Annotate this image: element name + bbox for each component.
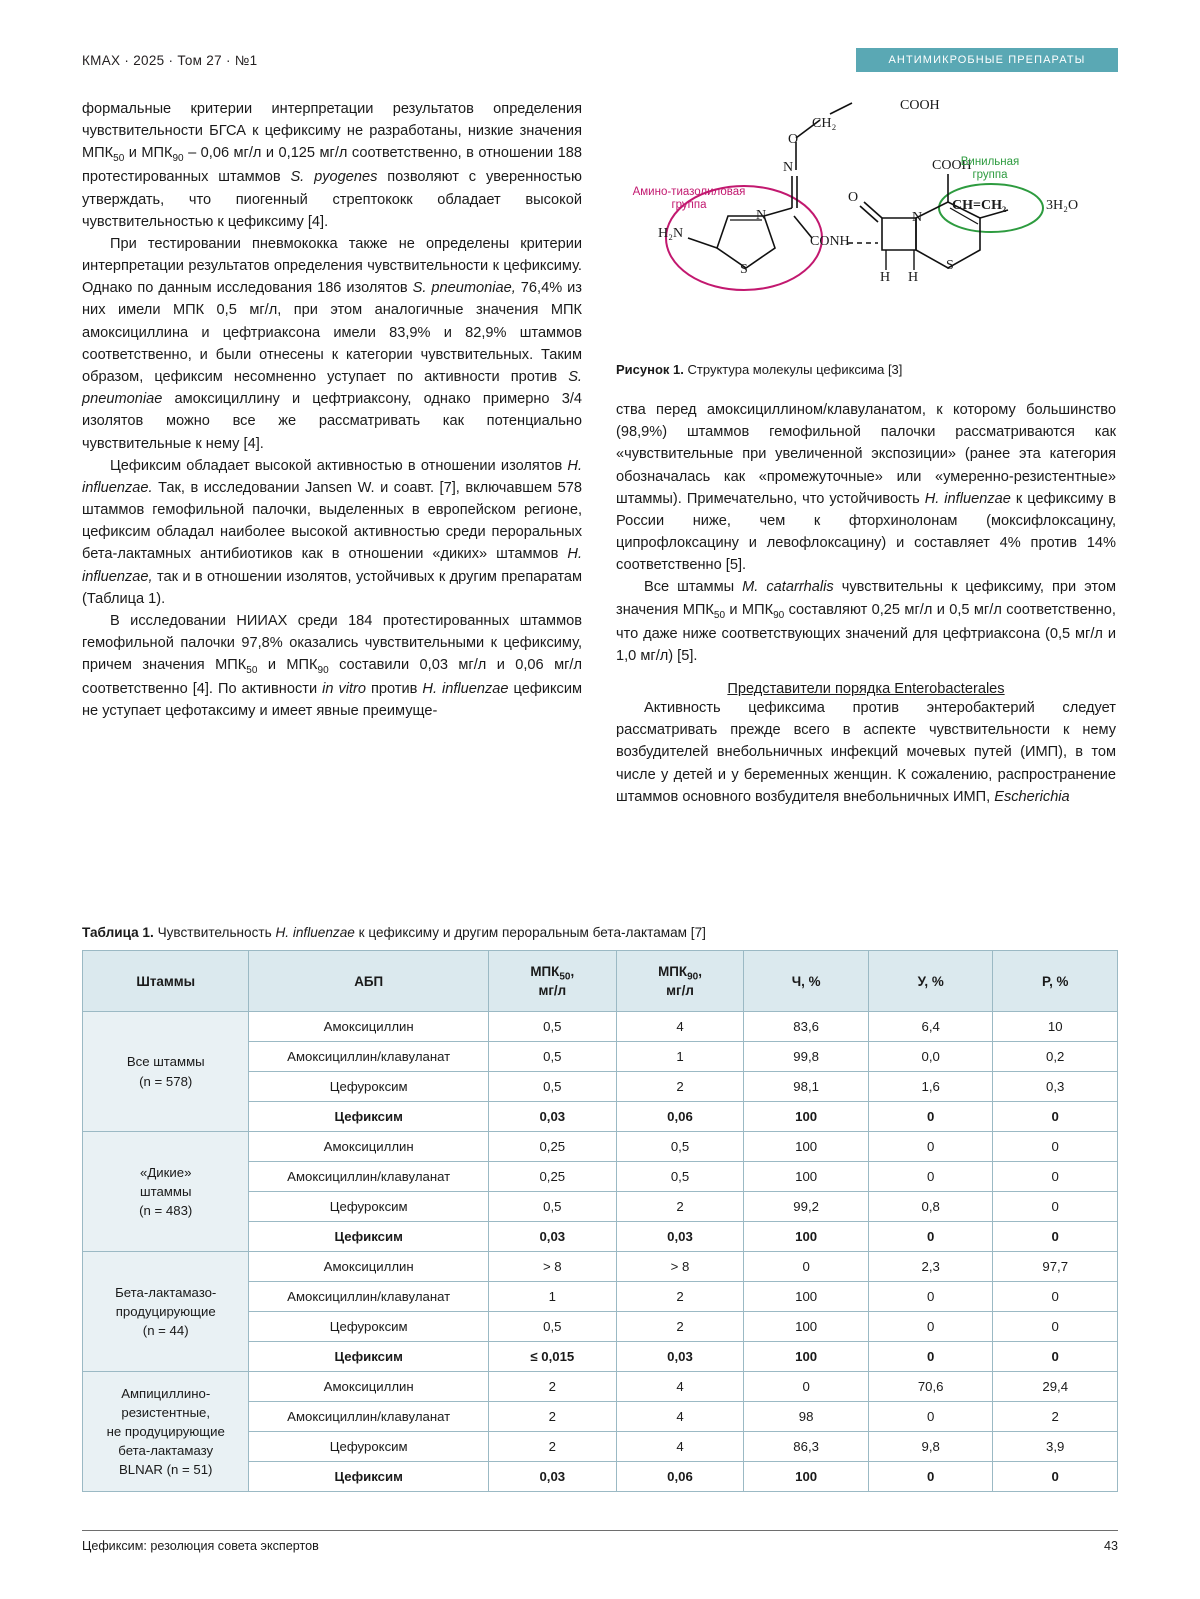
cell-abp: Цефуроксим	[249, 1312, 489, 1342]
cell-mic50: 2	[488, 1402, 616, 1432]
cell-r: 0	[993, 1462, 1118, 1492]
cell-ch: 100	[744, 1342, 869, 1372]
left-column	[82, 98, 582, 808]
cell-mic50: 0,5	[488, 1042, 616, 1072]
cell-mic50: ≤ 0,015	[488, 1342, 616, 1372]
th-strains: Штаммы	[83, 951, 249, 1012]
label-h-right: H	[908, 270, 919, 285]
table-title-label: Таблица 1.	[82, 925, 154, 940]
cell-u: 0	[868, 1222, 993, 1252]
cell-u: 0,8	[868, 1192, 993, 1222]
table-body	[83, 1012, 1118, 1492]
paragraph-influenzae: Цефиксим обладает высокой активностью в отношении изолятов H. influenzae. Так, в исследовании Jansen W. и соавт. [7], включавшем 578 штаммов гемофильной палочки, выделенных в европейском регионе, цефиксим обладал наиболее высокой активностью среди пероральных бета-лактамных антибиотиков как в отношении «диких» штаммов H. influenzae, так и в отношении изолятов, устойчивых к другим препаратам (Таблица 1).	[82, 457, 582, 607]
cell-mic50: 0,5	[488, 1072, 616, 1102]
cell-r: 0	[993, 1162, 1118, 1192]
label-n-oxime: N	[783, 160, 794, 175]
cell-mic90: 0,5	[616, 1162, 744, 1192]
cell-mic90: 4	[616, 1012, 744, 1042]
table-1-block	[82, 925, 1118, 1492]
cell-ch: 100	[744, 1102, 869, 1132]
label-h-left: H	[880, 270, 891, 285]
paragraph-niiah: В исследовании НИИАХ среди 184 протестированных штаммов гемофильной палочки 97,8% оказались чувствительными к цефиксиму, причем значения $МПК_{50}$ и $МПК_{90}$ составили 0,03 мг/л и 0,06 мг/л соответственно [4]. По активности in vitro против H. influenzae цефиксим не уступает цефотаксиму и имеет явные преимуще-	[82, 612, 583, 720]
annotation-vinyl: Винильная группа	[960, 156, 1020, 182]
right-column	[616, 98, 1116, 808]
cell-mic50: 0,25	[488, 1162, 616, 1192]
cell-mic50: 2	[488, 1372, 616, 1402]
group-cell-blnar: Ампициллино- резистентные, не продуцирующие бета-лактамазу BLNAR (n = 51)	[83, 1372, 249, 1492]
cell-mic50: 0,03	[488, 1102, 616, 1132]
cell-mic50: 1	[488, 1282, 616, 1312]
cell-mic90: 4	[616, 1402, 744, 1432]
table-row	[83, 1012, 1118, 1042]
cell-u: 0	[868, 1102, 993, 1132]
cell-ch: 99,8	[744, 1042, 869, 1072]
label-h2n: H₂N	[658, 226, 684, 241]
cell-ch: 0	[744, 1252, 869, 1282]
cell-abp: Цефиксим	[249, 1342, 489, 1372]
cell-r: 0,3	[993, 1072, 1118, 1102]
cell-u: 9,8	[868, 1432, 993, 1462]
label-cooh-top: COOH	[900, 98, 940, 113]
cell-r: 0	[993, 1342, 1118, 1372]
label-s-ring: S	[946, 258, 954, 273]
cell-u: 0	[868, 1282, 993, 1312]
journal-issue-line: КМАХ · 2025 · Том 27 · №1	[82, 52, 258, 68]
cell-abp: Цефуроксим	[249, 1192, 489, 1222]
cell-ch: 100	[744, 1282, 869, 1312]
cell-abp: Амоксициллин/клавуланат	[249, 1282, 489, 1312]
table-title-text: Чувствительность H. influenzae к цефиксиму и другим пероральным бета-лактамам [7]	[157, 925, 706, 940]
cell-r: 0	[993, 1102, 1118, 1132]
cell-u: 0	[868, 1402, 993, 1432]
table-header-row	[83, 951, 1118, 1012]
cell-r: 97,7	[993, 1252, 1118, 1282]
cell-mic50: 0,25	[488, 1132, 616, 1162]
cell-u: 6,4	[868, 1012, 993, 1042]
cell-abp: Амоксициллин/клавуланат	[249, 1402, 489, 1432]
cell-abp: Амоксициллин/клавуланат	[249, 1162, 489, 1192]
cell-abp: Амоксициллин	[249, 1132, 489, 1162]
label-hydrate: 3H₂O	[1046, 198, 1079, 213]
th-mic90: $МПК_{90}$, мг/л	[616, 951, 744, 1012]
paragraph-continued: формальные критерии интерпретации результатов определения чувствительности БГСА к цефиксиму не разработаны, низкие значения $МПК_{50}$ и $МПК_{90} - 0,06$ мг/л и 0,125 мг/л соответственно, в отношении 188 протестированных штаммов S. pyogenes позволяют с уверенностью утверждать, что пиогенный стрептококк обладает высокой чувствительностью к цефиксиму [4].	[82, 101, 582, 230]
cell-r: 0	[993, 1282, 1118, 1312]
cell-mic90: 2	[616, 1282, 744, 1312]
paragraph-pneumococcus: При тестировании пневмококка также не определены критерии интерпретации результатов определения чувствительности к цефиксиму. Однако по данным исследования 186 изолятов S. pneumoniae, 76,4% из них имели МПК 0,5 мг/л, при этом аналогичные значения МПК амоксициллина и цефтриаксона имели 83,9% и 82,9% штаммов соответственно, и были отнесены к категории чувствительных. Таким образом, цефиксим несомненно уступает по активности против S. pneumoniae амоксициллину и цефтриаксону, однако примерно 3/4 изолятов можно все же рассматривать как потенциально чувствительные к нему [4].	[82, 235, 582, 452]
cell-u: 1,6	[868, 1072, 993, 1102]
cell-ch: 100	[744, 1462, 869, 1492]
article-columns	[82, 98, 1118, 808]
cell-r: 0	[993, 1312, 1118, 1342]
cell-abp: Амоксициллин	[249, 1012, 489, 1042]
cell-ch: 100	[744, 1132, 869, 1162]
cell-ch: 98	[744, 1402, 869, 1432]
cell-mic50: 0,5	[488, 1192, 616, 1222]
cell-mic90: 0,03	[616, 1342, 744, 1372]
cell-u: 0	[868, 1342, 993, 1372]
annotation-amino-thiazolyl: Амино-тиазолиловая группа	[632, 186, 746, 212]
cell-ch: 100	[744, 1312, 869, 1342]
cell-abp: Амоксициллин	[249, 1372, 489, 1402]
cell-ch: 86,3	[744, 1432, 869, 1462]
cell-u: 0	[868, 1162, 993, 1192]
cell-ch: 0	[744, 1372, 869, 1402]
cell-ch: 99,2	[744, 1192, 869, 1222]
group-cell-wild-strains: «Дикие» штаммы (n = 483)	[83, 1132, 249, 1252]
cell-abp: Цефиксим	[249, 1222, 489, 1252]
cell-abp: Цефуроксим	[249, 1432, 489, 1462]
cell-ch: 98,1	[744, 1072, 869, 1102]
cell-mic90: 4	[616, 1372, 744, 1402]
subheading-enterobacterales: Представители порядка Enterobacterales	[727, 680, 1005, 697]
page-footer	[82, 1530, 1118, 1553]
table-row	[83, 1252, 1118, 1282]
figure-cefixime-structure	[616, 98, 1116, 356]
cell-u: 0	[868, 1312, 993, 1342]
cell-u: 0	[868, 1132, 993, 1162]
cell-mic50: 0,5	[488, 1312, 616, 1342]
cell-r: 2	[993, 1402, 1118, 1432]
label-vinyl-group: CH=CH₂	[952, 198, 1007, 213]
cell-mic90: 0,06	[616, 1462, 744, 1492]
cell-mic90: > 8	[616, 1252, 744, 1282]
cell-mic90: 0,5	[616, 1132, 744, 1162]
table-title	[82, 925, 1118, 940]
th-intermediate: У, %	[868, 951, 993, 1012]
cell-abp: Амоксициллин/клавуланат	[249, 1042, 489, 1072]
cell-mic90: 4	[616, 1432, 744, 1462]
cell-ch: 100	[744, 1222, 869, 1252]
cell-r: 3,9	[993, 1432, 1118, 1462]
cell-u: 0	[868, 1462, 993, 1492]
cell-abp: Цефиксим	[249, 1102, 489, 1132]
cell-r: 0	[993, 1192, 1118, 1222]
cell-mic90: 1	[616, 1042, 744, 1072]
cell-abp: Цефиксим	[249, 1462, 489, 1492]
cell-mic90: 2	[616, 1072, 744, 1102]
cell-r: 0	[993, 1222, 1118, 1252]
cell-mic50: > 8	[488, 1252, 616, 1282]
cell-r: 29,4	[993, 1372, 1118, 1402]
cell-mic90: 0,06	[616, 1102, 744, 1132]
section-badge: АНТИМИКРОБНЫЕ ПРЕПАРАТЫ	[856, 48, 1118, 72]
label-cooh-right: COOH	[932, 158, 972, 173]
figure-caption-text: Структура молекулы цефиксима [3]	[687, 362, 903, 377]
cell-ch: 83,6	[744, 1012, 869, 1042]
cell-mic90: 0,03	[616, 1222, 744, 1252]
cell-mic90: 2	[616, 1192, 744, 1222]
label-conh: CONH	[810, 234, 850, 249]
th-susceptible: Ч, %	[744, 951, 869, 1012]
paragraph-enterobacterales: Активность цефиксима против энтеробактерий следует рассматривать прежде всего в аспекте чувствительности к нему возбудителей внебольничных инфекций мочевых путей (ИМП), в том числе у детей и у беременных женщин. К сожалению, распространение штаммов основного возбудителя внебольничных ИМП, Escherichia	[616, 699, 1116, 805]
sensitivity-table	[82, 950, 1118, 1492]
label-ch2: CH₂	[812, 116, 837, 131]
cell-u: 70,6	[868, 1372, 993, 1402]
table-row	[83, 1372, 1118, 1402]
cell-abp: Амоксициллин	[249, 1252, 489, 1282]
cell-ch: 100	[744, 1162, 869, 1192]
label-n-lactam: N	[912, 210, 923, 225]
group-cell-all-strains: Все штаммы (n = 578)	[83, 1012, 249, 1132]
paragraph-catarrhalis: Все штаммы M. catarrhalis чувствительны к цефиксиму, при этом значения $МПК_{50}$ и $МПК_{90}$ составляют 0,25 мг/л и 0,5 мг/л соответственно, что даже ниже соответствующих значений для цефтриаксона (0,5 мг/л и 1,0 мг/л) [5].	[616, 579, 1116, 664]
th-mic50: $МПК_{50}$, мг/л	[488, 951, 616, 1012]
footer-page-number: 43	[1103, 1539, 1118, 1553]
cefixime-structure-svg	[616, 98, 1116, 328]
label-o-ether: O	[788, 132, 799, 147]
page-header	[82, 46, 1118, 74]
cell-mic50: 0,03	[488, 1462, 616, 1492]
cell-u: 0,0	[868, 1042, 993, 1072]
label-n-thiazole: N	[756, 208, 767, 223]
label-o-carbonyl: O	[848, 190, 859, 205]
cell-mic50: 0,5	[488, 1012, 616, 1042]
figure-caption-label: Рисунок 1.	[616, 362, 684, 377]
label-s-thiazole: S	[740, 262, 748, 277]
cell-u: 2,3	[868, 1252, 993, 1282]
cell-mic90: 2	[616, 1312, 744, 1342]
cell-abp: Цефуроксим	[249, 1072, 489, 1102]
th-abp: АБП	[249, 951, 489, 1012]
th-resistant: Р, %	[993, 951, 1118, 1012]
cell-mic50: 2	[488, 1432, 616, 1462]
paragraph-amoxiclav: ства перед амоксициллином/клавуланатом, к которому большинство (98,9%) штаммов гемофильной палочки рассматриваются как «чувствительные при увеличенной экспозиции» (ранее эта категория обозначалась как «промежуточные» или «умеренно-резистентные» штаммы). Примечательно, что устойчивость H. influenzae к цефиксиму в России ниже, чем к фторхинолонам (моксифлоксацину, ципрофлоксацину и левофлоксацину) и составляет 4% против 14% соответственно [5].	[616, 402, 1117, 574]
cell-mic50: 0,03	[488, 1222, 616, 1252]
cell-r: 0,2	[993, 1042, 1118, 1072]
group-cell-beta-lactamase: Бета-лактамазо- продуцирующие (n = 44)	[83, 1252, 249, 1372]
footer-running-title: Цефиксим: резолюция совета экспертов	[82, 1539, 319, 1553]
cell-r: 0	[993, 1132, 1118, 1162]
figure-caption	[616, 362, 1116, 377]
cell-r: 10	[993, 1012, 1118, 1042]
table-row	[83, 1132, 1118, 1162]
